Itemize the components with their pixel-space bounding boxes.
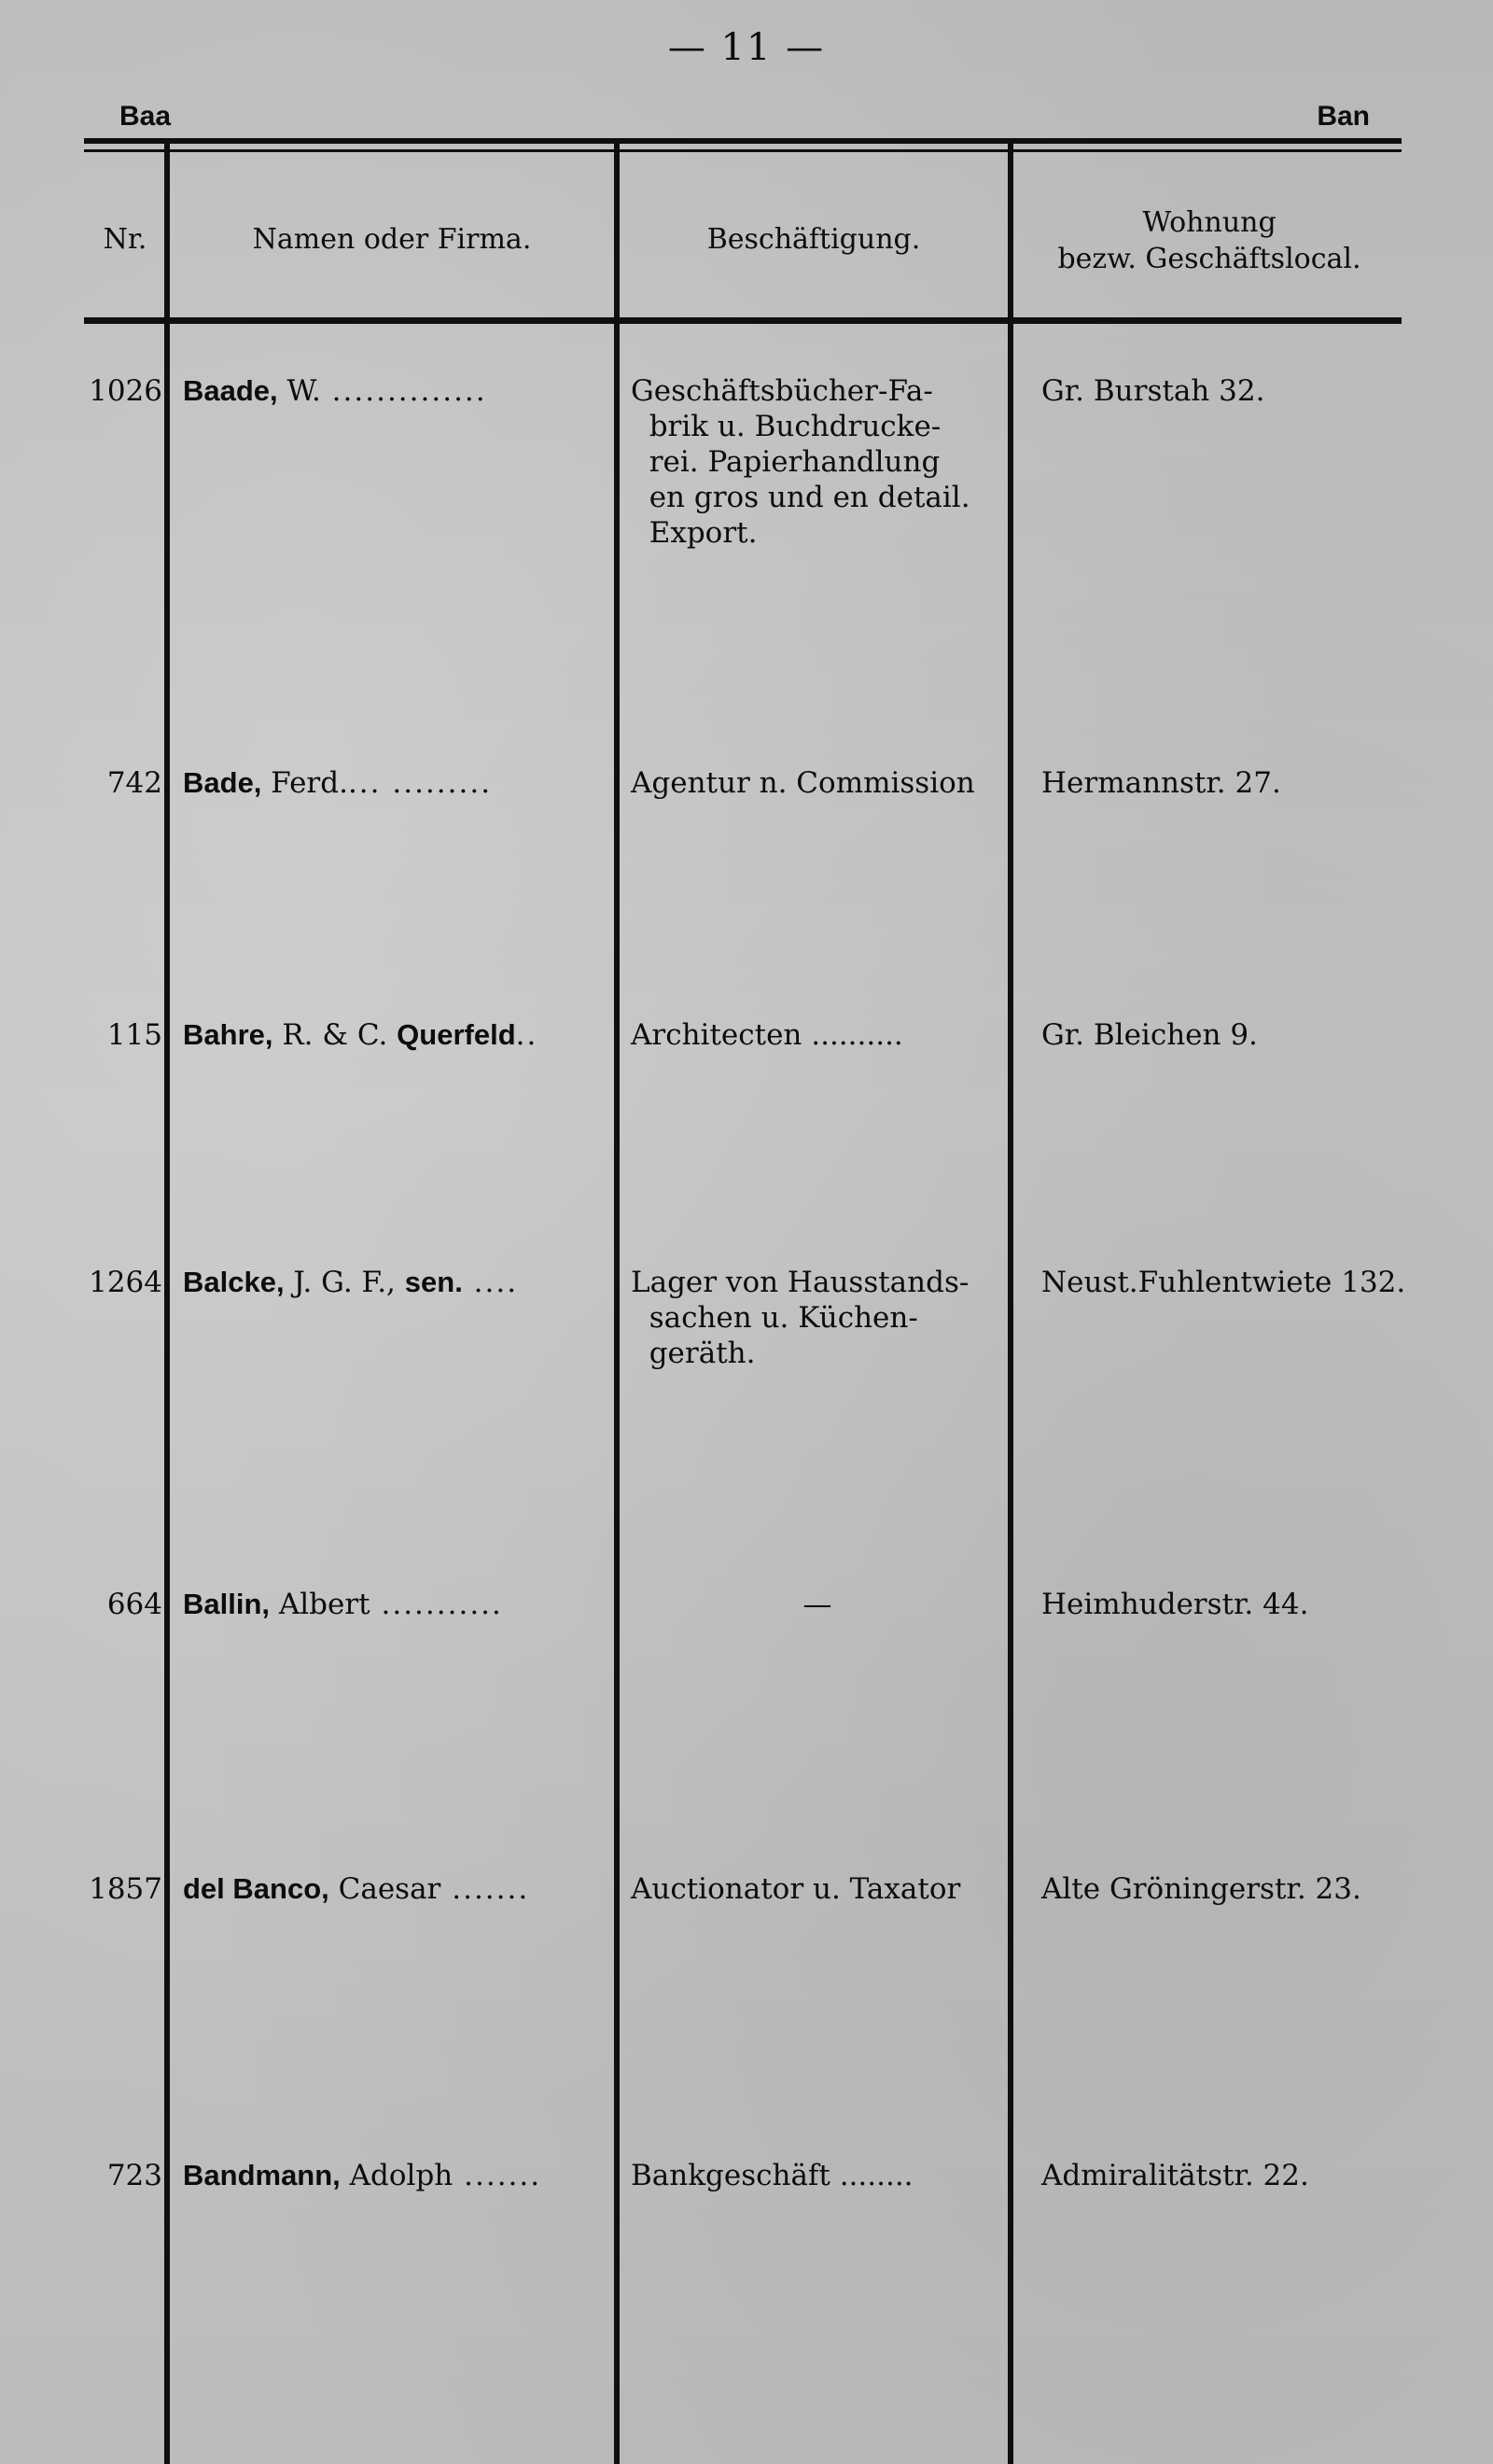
header-rule	[84, 317, 1402, 324]
entry-given: R. & C.	[272, 1018, 398, 1052]
entry-beschaeftigung	[631, 373, 1004, 551]
entry-given: Adolph	[340, 2159, 453, 2192]
entry-surname: Baade,	[183, 374, 278, 407]
column-header-nr: Nr.	[103, 222, 147, 256]
entry-given: Caesar	[328, 1872, 441, 1906]
entry-name	[183, 2158, 612, 2193]
entry-beschaeftigung-line: Geschäftsbücher-Fa-	[631, 374, 933, 408]
entry-name	[183, 373, 612, 409]
entry-beschaeftigung-line: Lager von Hausstands-	[631, 1266, 970, 1299]
entry-name-bold: Querfeld	[397, 1018, 516, 1051]
entry-surname: Bade,	[183, 766, 262, 799]
entry-beschaeftigung	[631, 1265, 1004, 1371]
entry-leader: ..............	[320, 374, 487, 408]
column-divider-2	[614, 142, 620, 2464]
entry-beschaeftigung-line: sachen u. Küchen-	[631, 1301, 918, 1335]
entry-beschaeftigung	[631, 765, 1004, 801]
column-divider-3	[1008, 142, 1013, 2464]
entry-wohnung: Gr. Bleichen 9.	[1041, 1018, 1258, 1052]
entry-beschaeftigung	[631, 1587, 1004, 1622]
column-divider-1	[164, 142, 170, 2464]
entry-beschaeftigung-dash: —	[802, 1588, 832, 1621]
entry-wohnung: Neust.Fuhlentwiete 132.	[1041, 1266, 1406, 1299]
entry-wohnung: Hermannstr. 27.	[1041, 766, 1281, 800]
running-head-right: Ban	[1317, 101, 1370, 132]
entry-beschaeftigung-line: Architecten ..........	[631, 1018, 903, 1052]
entry-name	[183, 765, 612, 801]
entry-beschaeftigung-line: geräth.	[631, 1337, 756, 1370]
column-header-wohnung-line1: Wohnung	[1142, 206, 1277, 239]
entry-beschaeftigung-line: rei. Papierhandlung	[631, 445, 941, 479]
entry-name	[183, 1871, 612, 1907]
top-rule-thin	[84, 149, 1402, 152]
entry-surname: Bahre,	[183, 1018, 273, 1051]
top-rule	[84, 138, 1402, 144]
entry-name	[183, 1265, 612, 1300]
entry-leader: ...........	[370, 1588, 503, 1621]
entry-leader: ....	[462, 1266, 519, 1299]
entry-beschaeftigung-line: Export.	[631, 516, 758, 550]
entry-surname: Bandmann,	[183, 2159, 341, 2191]
entry-beschaeftigung-line: en gros und en detail.	[631, 481, 970, 514]
entry-surname: del Banco,	[183, 1872, 329, 1905]
entry-given: W.	[277, 374, 321, 408]
entry-leader: .......	[453, 2159, 542, 2192]
entry-wohnung: Heimhuderstr. 44.	[1041, 1588, 1309, 1621]
entry-wohnung: Gr. Burstah 32.	[1041, 374, 1265, 408]
entry-nr: 1264	[89, 1266, 162, 1299]
entry-beschaeftigung	[631, 1017, 1004, 1053]
entry-name-bold: sen.	[404, 1266, 463, 1298]
entry-nr: 1857	[89, 1872, 162, 1906]
entry-surname: Balcke,	[183, 1266, 285, 1298]
entry-name	[183, 1017, 612, 1053]
entry-wohnung: Admiralitätstr. 22.	[1041, 2159, 1309, 2192]
entry-nr: 1026	[89, 374, 162, 408]
entry-leader: .......	[440, 1872, 530, 1906]
entry-nr: 115	[106, 1018, 162, 1052]
entry-given: J. G. F.,	[284, 1266, 405, 1299]
column-header-beschaeftigung: Beschäftigung.	[706, 222, 921, 256]
entry-nr: 742	[106, 766, 162, 800]
entry-wohnung: Alte Gröningerstr. 23.	[1041, 1872, 1361, 1906]
column-header-wohnung	[1013, 196, 1405, 286]
column-header-wohnung-line2: bezw. Geschäftslocal.	[1057, 243, 1361, 275]
entry-beschaeftigung-line: brik u. Buchdrucke-	[631, 410, 942, 443]
entry-surname: Ballin,	[183, 1588, 271, 1620]
entry-leader: ... .........	[347, 766, 493, 800]
entry-beschaeftigung	[631, 2158, 1004, 2193]
column-header-name: Namen oder Firma.	[252, 222, 532, 256]
entry-nr: 664	[106, 1588, 162, 1621]
page-number: — 11 —	[667, 26, 826, 69]
entry-beschaeftigung-line: Auctionator u. Taxator	[631, 1872, 961, 1906]
entry-leader: ..	[515, 1018, 538, 1052]
entry-given: Ferd.	[261, 766, 348, 800]
entry-given: Albert	[270, 1588, 370, 1621]
entry-beschaeftigung-line: Bankgeschäft ........	[631, 2159, 914, 2192]
entry-beschaeftigung	[631, 1871, 1004, 1907]
running-head-left: Baa	[119, 101, 172, 132]
entry-beschaeftigung-line: Agentur n. Commission	[631, 766, 975, 800]
entry-name	[183, 1587, 612, 1622]
entry-nr: 723	[106, 2159, 162, 2192]
